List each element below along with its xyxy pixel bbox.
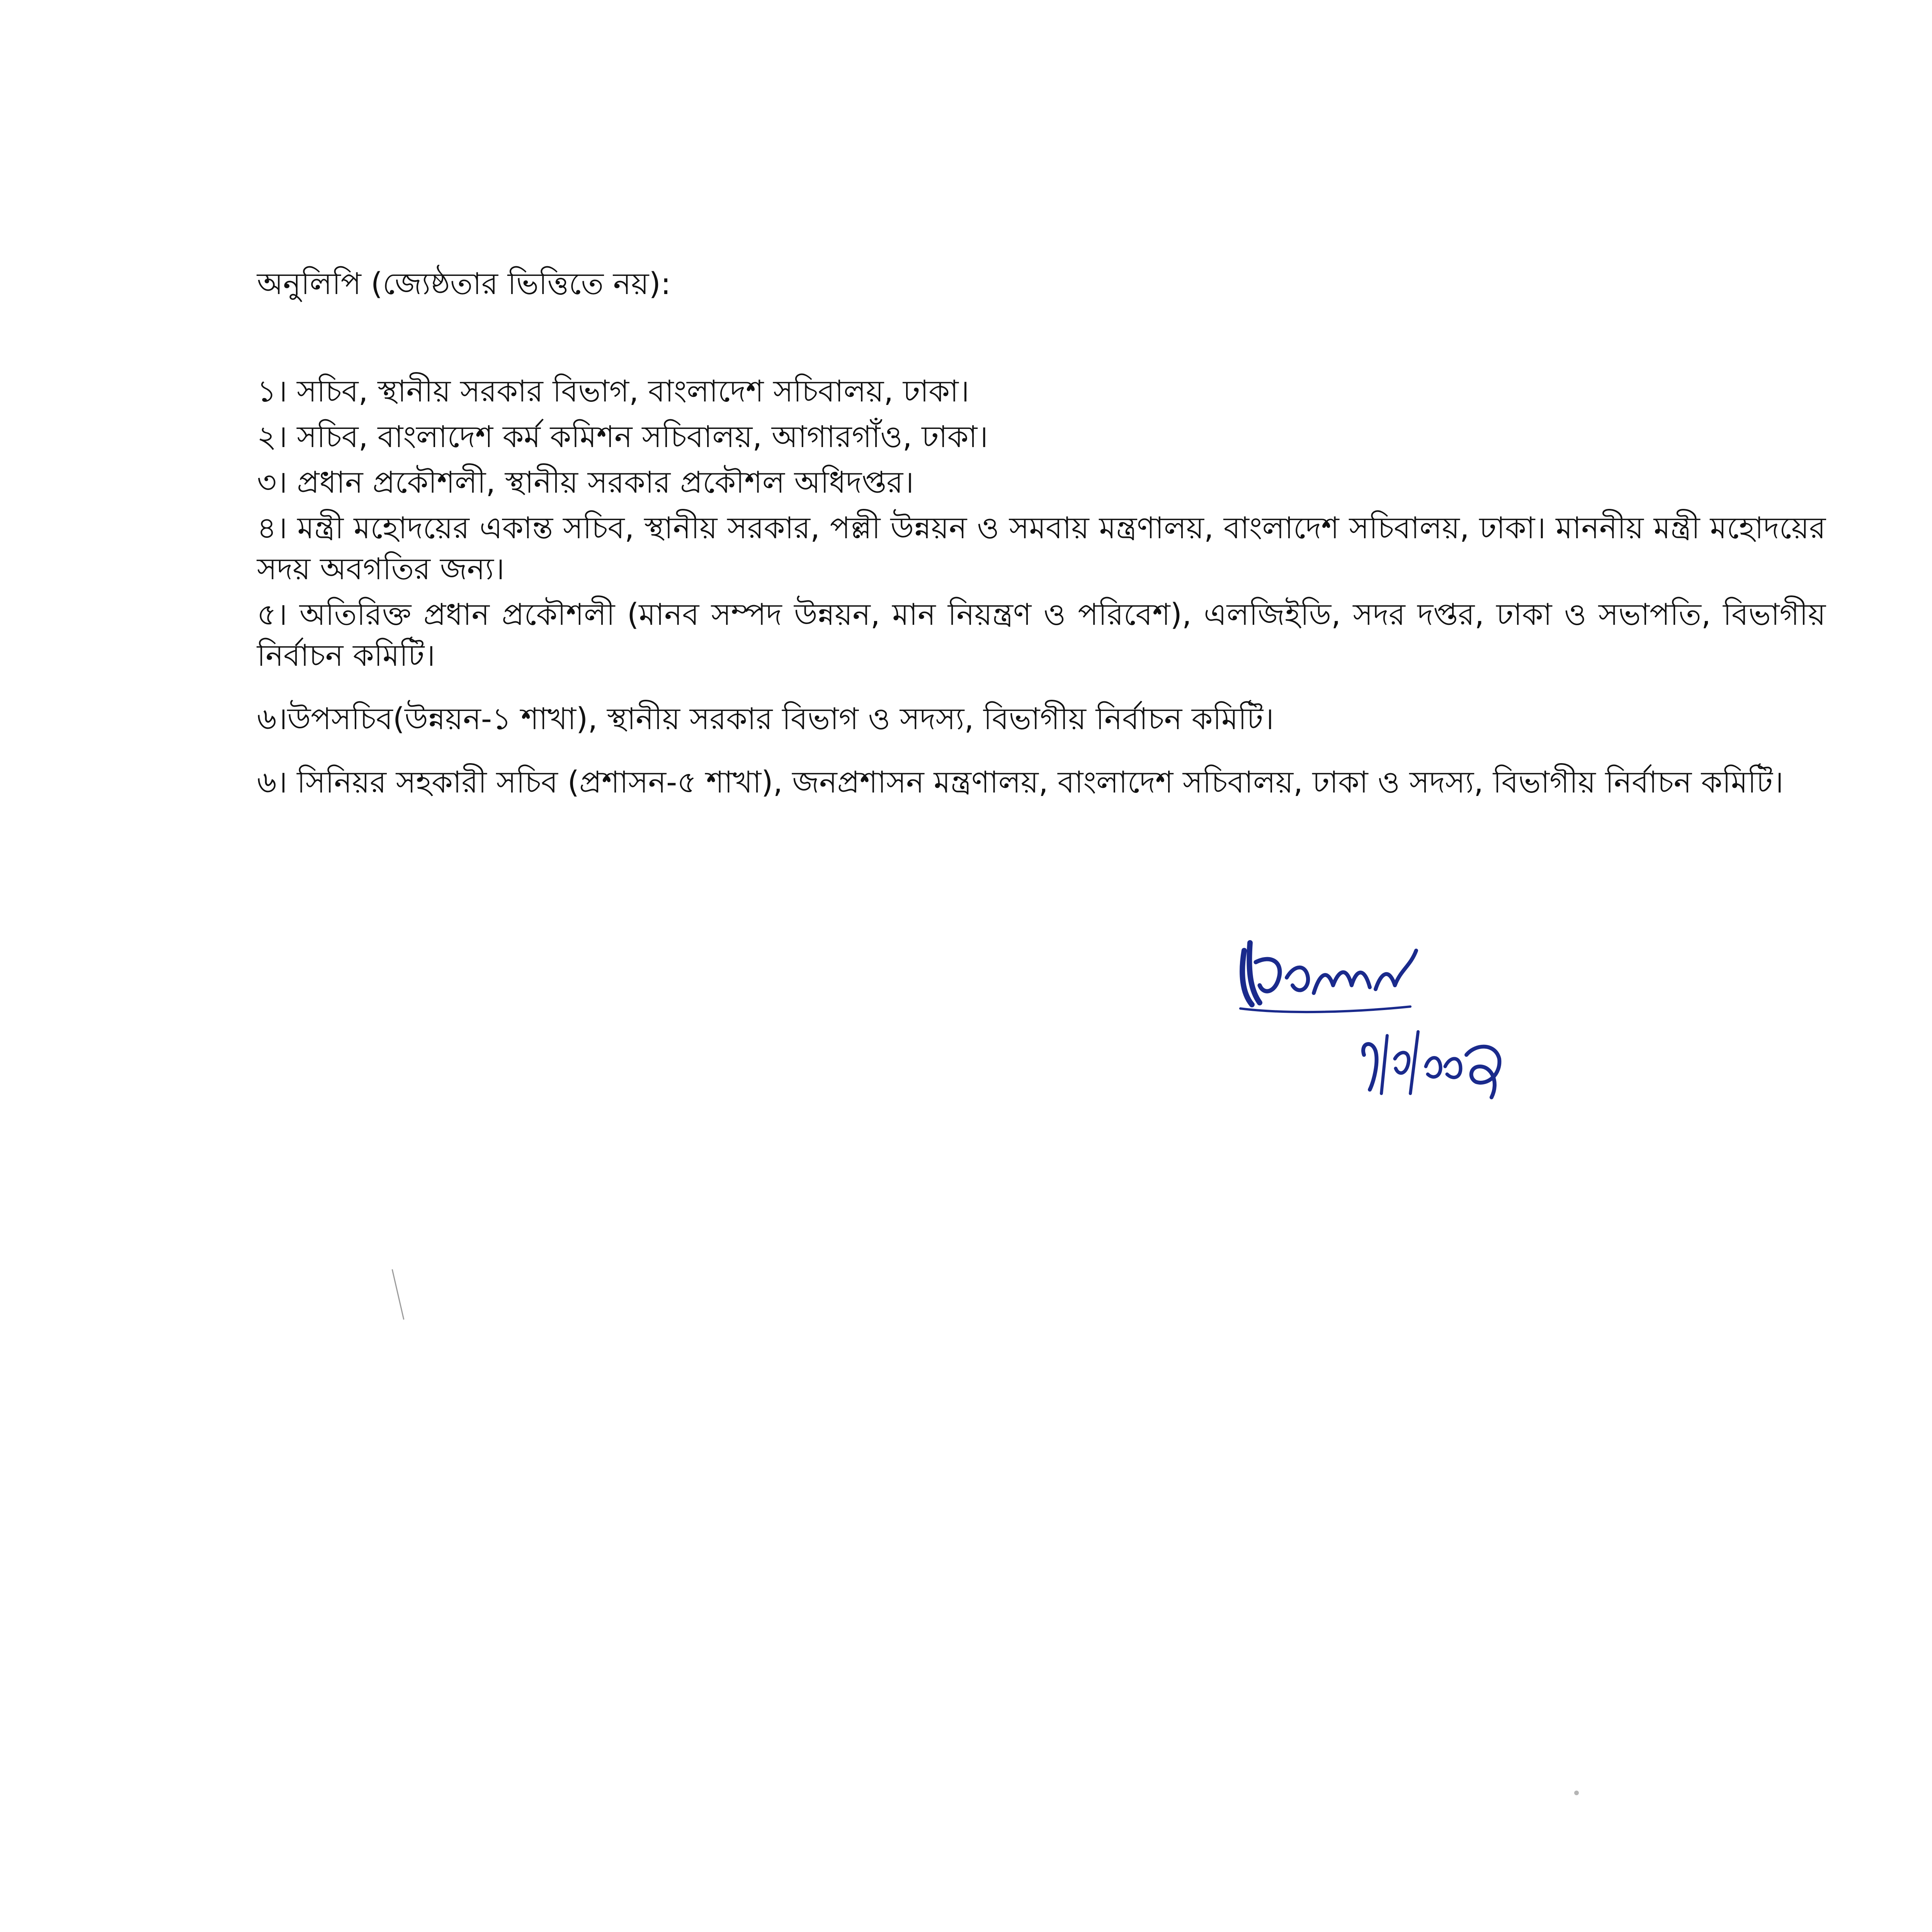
distribution-heading: অনুলিপি (জ্যেষ্ঠতার ভিত্তিতে নয়):: [257, 267, 671, 301]
scan-mark: [390, 1267, 406, 1321]
scan-mark: [1573, 1789, 1580, 1797]
handwritten-signature: [1229, 927, 1584, 1128]
list-item: ৬। সিনিয়র সহকারী সচিব (প্রশাসন-৫ শাখা), জনপ্রশাসন মন্ত্রণালয়, বাংলাদেশ সচিবালয়, ঢাকা ও সদস্য, বিভাগীয় নির্বাচন কমিটি।: [257, 765, 1784, 800]
distribution-list: [257, 371, 1826, 803]
copy-distribution-section: [257, 263, 1826, 808]
list-item: ৫। অতিরিক্ত প্রধান প্রকৌশলী (মানব সম্পদ উন্নয়ন, মান নিয়ন্ত্রণ ও পরিবেশ), এলজিইডি, সদর দপ্তর, ঢাকা ও সভাপতি, বিভাগীয় নির্বাচন কমিটি।: [257, 597, 1826, 673]
list-item: ১। সচিব, স্থানীয় সরকার বিভাগ, বাংলাদেশ সচিবালয়, ঢাকা।: [257, 374, 969, 409]
list-item: ২। সচিব, বাংলাদেশ কর্ম কমিশন সচিবালয়, আগারগাঁও, ঢাকা।: [257, 420, 988, 454]
list-item: ৬।উপসচিব(উন্নয়ন-১ শাখা), স্থানীয় সরকার বিভাগ ও সদস্য, বিভাগীয় নির্বাচন কমিটি।: [257, 702, 1274, 736]
list-item: ৩। প্রধান প্রকৌশলী, স্থানীয় সরকার প্রকৌশল অধিদপ্তর।: [257, 465, 914, 500]
list-item: ৪। মন্ত্রী মহোদয়ের একান্ত সচিব, স্থানীয় সরকার, পল্লী উন্নয়ন ও সমবায় মন্ত্রণালয়, বাংলাদেশ সচিবালয়, ঢাকা। মাননীয় মন্ত্রী মহোদয়ের সদয় অবগতির জন্য।: [257, 511, 1826, 587]
